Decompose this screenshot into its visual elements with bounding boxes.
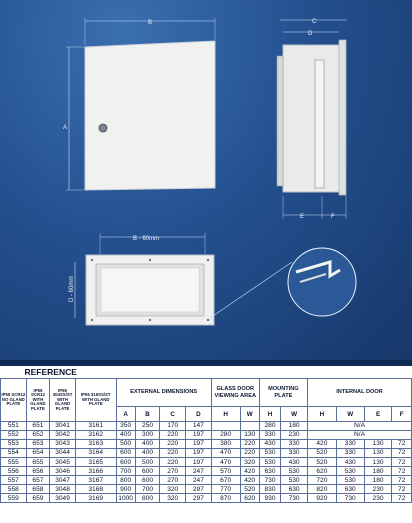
col-header: W [281,407,308,422]
table-cell: 730 [336,494,364,503]
ref-header: IP55 SCR12 NO GLAND PLATE [1,379,27,422]
table-cell: 430 [336,458,364,467]
table-cell: 800 [116,476,135,485]
col-header: E [364,407,392,422]
table-cell: 280 [259,422,280,431]
dim-label-a: A [63,125,68,131]
col-header: H [259,407,280,422]
table-cell: 247 [186,476,212,485]
table-cell: 652 [26,431,50,440]
table-cell: 72 [392,494,412,503]
table-cell: 3047 [50,476,76,485]
table-cell: 72 [392,476,412,485]
table-cell: 654 [26,449,50,458]
dim-label-b-60: B - 60mm [133,236,160,242]
table-cell: 3166 [75,467,116,476]
table-cell: 770 [211,485,240,494]
table-cell: 72 [392,458,412,467]
table-cell: 230 [364,494,392,503]
table-cell: 180 [364,467,392,476]
bottom-view [69,233,214,325]
table-cell: 3044 [50,449,76,458]
table-cell: 656 [26,467,50,476]
ref-header: IP55 316SS/ST WITH GLAND PLATE [75,379,116,422]
table-cell: 197 [186,431,212,440]
table-cell: 400 [135,449,160,458]
table-cell: N/A [307,422,411,431]
dim-label-f: F [331,214,335,220]
table-cell: 320 [160,494,186,503]
table-row [1,485,412,494]
table-cell: 600 [135,476,160,485]
ref-header: IP55 SCR12 WITH GLAND PLATE [26,379,50,422]
table-cell: 3161 [75,422,116,431]
table-cell: 220 [240,440,259,449]
table-cell: 3048 [50,485,76,494]
table-cell: 130 [364,449,392,458]
glass-door-header: GLASS DOOR VIEWING AREA [211,379,259,407]
table-cell: 530 [259,458,280,467]
dim-label-d: D [308,31,313,37]
table-cell: 730 [259,476,280,485]
table-cell: 870 [211,494,240,503]
table-cell: 820 [307,485,336,494]
table-cell: 630 [336,485,364,494]
table-cell: 730 [281,494,308,503]
table-cell: 330 [281,440,308,449]
table-cell: 659 [26,494,50,503]
table-cell: 670 [211,476,240,485]
internal-door-header: INTERNAL DOOR [307,379,411,407]
table-cell: 420 [240,467,259,476]
table-cell: 500 [116,440,135,449]
table-cell: 530 [336,476,364,485]
table-cell: 220 [160,431,186,440]
table-cell: 520 [307,449,336,458]
table-cell: 830 [259,485,280,494]
front-view [63,18,215,190]
table-cell: 300 [135,431,160,440]
table-cell: 330 [336,440,364,449]
table-cell: 400 [135,440,160,449]
lock-knob-icon [99,124,107,132]
table-cell: 147 [186,422,212,431]
table-cell: 700 [116,467,135,476]
table-row [1,476,412,485]
table-cell: 3041 [50,422,76,431]
table-cell: 556 [1,467,27,476]
table-cell: 470 [211,449,240,458]
table-cell: 3049 [50,494,76,503]
col-header: A [116,407,135,422]
table-cell: 530 [281,476,308,485]
table-cell: 297 [186,494,212,503]
table-cell: 130 [240,431,259,440]
table-cell: 220 [160,458,186,467]
table-row [1,431,412,440]
col-header: W [240,407,259,422]
table-cell: 930 [259,494,280,503]
table-cell: 3043 [50,440,76,449]
table-cell: 630 [281,485,308,494]
table-cell: 470 [211,458,240,467]
table-cell: 600 [135,467,160,476]
table-cell: 180 [364,476,392,485]
table-cell: 558 [1,485,27,494]
mounting-plate-header: MOUNTING PLATE [259,379,307,407]
dim-label-b: B [148,20,153,26]
table-cell: 800 [135,494,160,503]
table-cell: 247 [186,467,212,476]
table-cell: 551 [1,422,27,431]
table-cell: 657 [26,476,50,485]
table-cell [240,422,259,431]
table-cell: 3163 [75,440,116,449]
table-cell: 270 [160,467,186,476]
table-cell: 297 [186,485,212,494]
table-cell: 230 [281,431,308,440]
table-cell: 3045 [50,458,76,467]
table-cell: 530 [281,467,308,476]
table-cell: 3164 [75,449,116,458]
table-cell: 330 [336,449,364,458]
table-cell: 620 [240,494,259,503]
table-cell: 197 [186,458,212,467]
table-cell: 72 [392,467,412,476]
table-cell: 557 [1,476,27,485]
table-cell: 3169 [75,494,116,503]
table-cell: N/A [307,431,411,440]
table-cell: 320 [240,458,259,467]
reference-table [0,366,412,503]
table-row [1,458,412,467]
table-cell: 250 [135,422,160,431]
table-cell: 530 [259,449,280,458]
table-cell: 270 [160,476,186,485]
col-header: B [135,407,160,422]
table-cell: 220 [240,449,259,458]
table-cell: 900 [116,485,135,494]
table-cell: 554 [1,449,27,458]
dim-label-e: E [300,214,305,220]
table-cell: 430 [259,440,280,449]
table-cell: 3168 [75,485,116,494]
col-header: F [392,407,412,422]
table-cell: 530 [336,467,364,476]
table-cell: 3162 [75,431,116,440]
table-cell: 197 [186,440,212,449]
table-cell: 520 [307,458,336,467]
dim-label-c: C [312,19,317,25]
table-cell: 570 [211,467,240,476]
table-cell: 653 [26,440,50,449]
table-cell [211,422,240,431]
reference-table-panel [0,366,412,523]
col-header: D [186,407,212,422]
col-header: C [160,407,186,422]
table-cell: 555 [1,458,27,467]
table-cell: 600 [116,458,135,467]
col-header: H [211,407,240,422]
table-cell: 3046 [50,467,76,476]
table-title: REFERENCE [1,366,412,379]
table-cell: 72 [392,485,412,494]
table-cell: 420 [240,476,259,485]
side-view [277,19,347,220]
table-cell: 520 [240,485,259,494]
table-cell: 553 [1,440,27,449]
table-cell: 559 [1,494,27,503]
table-cell: 658 [26,485,50,494]
table-cell: 552 [1,431,27,440]
table-cell: 350 [116,422,135,431]
table-cell: 420 [307,440,336,449]
table-cell: 320 [160,485,186,494]
dim-label-d-60: D - 60mm [69,275,75,302]
col-header: W [336,407,364,422]
table-cell: 655 [26,458,50,467]
table-row [1,422,412,431]
detail-callout [210,248,356,318]
table-cell: 130 [364,458,392,467]
table-cell: 720 [307,476,336,485]
table-cell: 170 [160,422,186,431]
table-cell: 1000 [116,494,135,503]
table-cell: 280 [211,431,240,440]
ref-header: IP55 304SS/ST WITH GLAND PLATE [50,379,76,422]
table-cell: 180 [281,422,308,431]
table-cell: 130 [364,440,392,449]
col-header: H [307,407,336,422]
table-row [1,467,412,476]
table-cell: 630 [259,467,280,476]
table-cell: 400 [116,431,135,440]
table-cell: 500 [135,458,160,467]
table-cell: 600 [116,449,135,458]
table-cell: 380 [211,440,240,449]
table-cell: 230 [364,485,392,494]
table-row [1,440,412,449]
table-cell: 3042 [50,431,76,440]
table-cell: 3165 [75,458,116,467]
table-cell: 72 [392,440,412,449]
external-dimensions-header: EXTERNAL DIMENSIONS [116,379,211,407]
table-cell: 651 [26,422,50,431]
table-cell: 330 [259,431,280,440]
table-cell: 920 [307,494,336,503]
table-cell: 3167 [75,476,116,485]
table-cell: 72 [392,449,412,458]
table-row [1,494,412,503]
table-cell: 220 [160,449,186,458]
table-cell: 430 [281,458,308,467]
table-row [1,449,412,458]
table-cell: 220 [160,440,186,449]
table-cell: 197 [186,449,212,458]
table-cell: 700 [135,485,160,494]
table-cell: 330 [281,449,308,458]
table-cell: 620 [307,467,336,476]
